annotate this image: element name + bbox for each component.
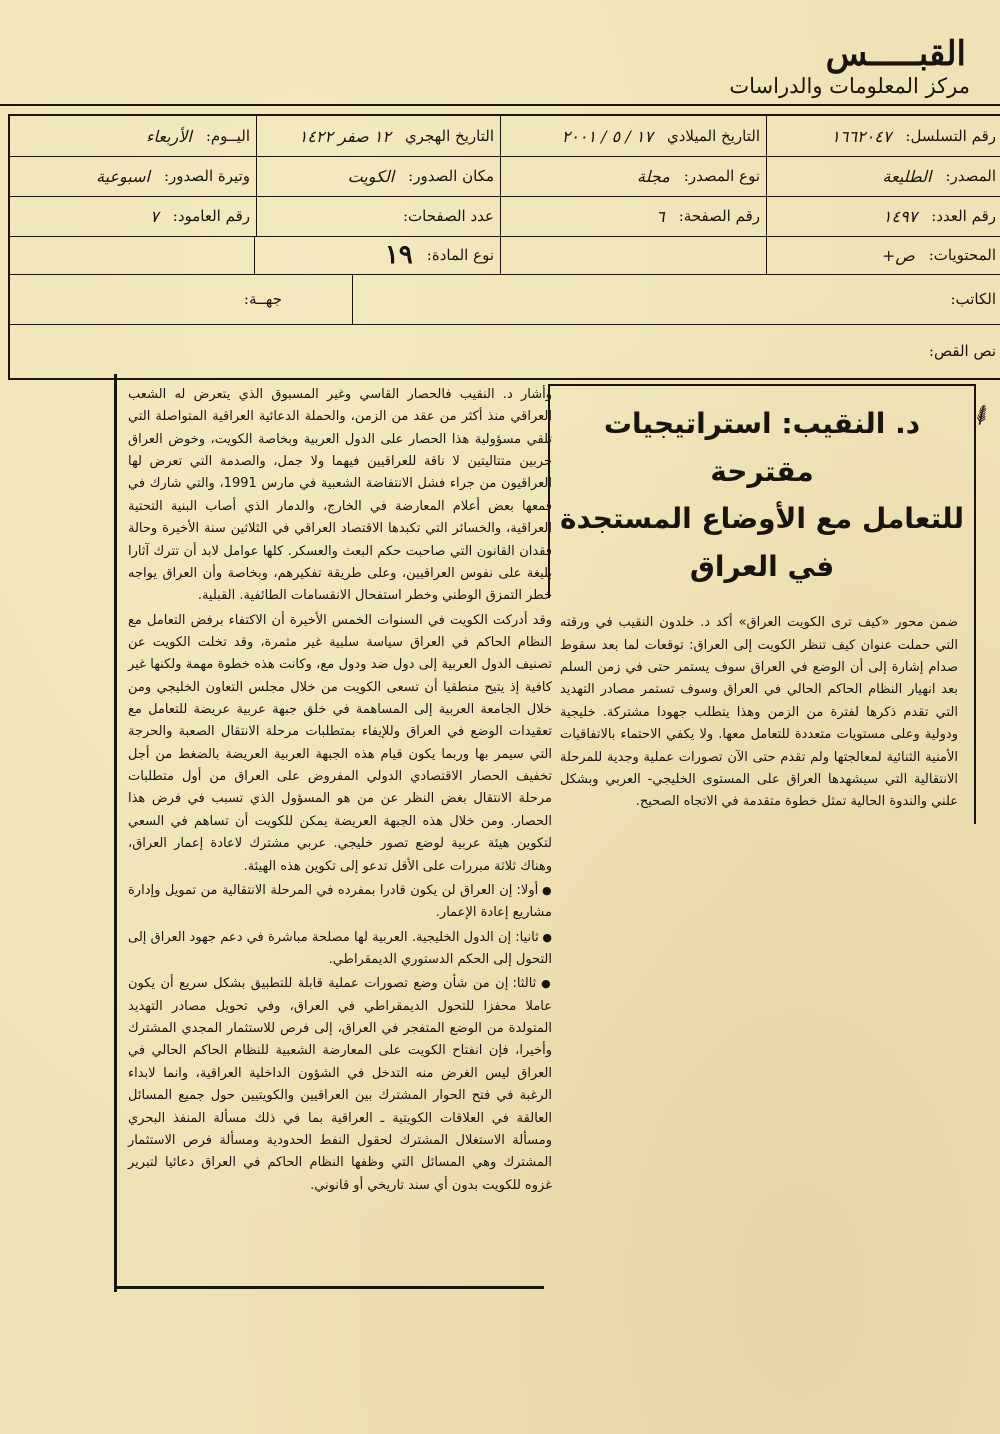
content-extra-cell [500, 236, 766, 274]
entity-label: جهــة: [243, 290, 282, 308]
place-label: مكان الصدور: [408, 167, 494, 185]
headline-line-1: د. النقيب: استراتيجيات مقترحة [603, 407, 921, 488]
form-row-1 [10, 116, 1000, 157]
frequency-value: اسبوعية [96, 166, 150, 186]
page-number-value: ٦ [656, 206, 665, 226]
source-label: المصدر: [945, 167, 996, 185]
brand-logo: القبـــــس [825, 34, 966, 74]
issue-label: رقم العدد: [931, 207, 996, 225]
day-value: الأربعاء [145, 126, 192, 146]
source-value: الطليعة [882, 166, 932, 186]
frequency-label: وتيرة الصدور: [163, 167, 250, 185]
hijri-value: ١٢ صفر ١٤٢٢ [298, 126, 391, 146]
clip-text-label: نص القص: [928, 342, 996, 360]
serial-value: ١٦٦٢٠٤٧ [831, 126, 892, 146]
article-right-column [548, 384, 976, 824]
article-left-border [114, 374, 127, 1292]
column-number-cell [10, 196, 256, 236]
article-intro-text: ضمن محور «كيف ترى الكويت العراق» أكد د. خلدون النقيب في ورقته التي حملت عنوان كيف تنظر الكويت إلى العراق: توقعات لما بعد سقوط صدام إشارة إلى أن الوضع في العراق سوف يستمر حتى في زمن السلم بعد انهيار النظام الحاكم الحالي في العراق وسوف تستمر مصادر التهديد التي تقدم ذكرها لفترة من الزمن وهذا يتطلب جهودا مشتركة. خليجية ودولية وعلى مستويات متعددة للتعامل معها. ولا يكفي الاحتماء بالاتفاقيات الأمنية الثنائية لمعالجتها ولم تقدم حتى الآن تصورات عملية وجدية للمرحلة الانتقالية التي سيشهدها العراق على المستوى الخليجي- العربي وبشكل علني والندوة الحالية تمثل خطوة متقدمة في الاتجاه الصحيح. [548, 598, 976, 823]
headline-box [548, 384, 976, 598]
pages-count-cell [256, 196, 500, 236]
issue-value: ١٤٩٧ [882, 206, 918, 226]
page-number-cell [500, 196, 766, 236]
material-type-label: نوع المادة: [426, 246, 494, 264]
day-cell [10, 116, 256, 156]
hijri-label: التاريخ الهجري [404, 127, 494, 145]
column-number-label: رقم العامود: [172, 207, 250, 225]
article-bottom-border [114, 1286, 544, 1289]
gregorian-label: التاريخ الميلادي [666, 127, 760, 145]
place-value: الكويت [347, 166, 395, 186]
article-paragraph-2: وقد أدركت الكويت في السنوات الخمس الأخيرة أن الاكتفاء برفض التعامل مع النظام الحاكم في العراق سياسة سلبية غير مثمرة، وقد تخلت الكويت عن تصنيف الدول العربية إلى دول ضد ودول مع، وكانت هذه خطوة مهمة ولكنها غير كافية إذ يتيح منطقيا أن تسعى الكويت من خلال مجلس التعاون الخليجي ومن خلال الجامعة العربية إلى المساهمة في خلق جبهة عربية عريضة للتعامل مع تعقيدات الوضع في العراق وللإيفاء بمتطلبات مرحلة الانتقال الصعبة والحرجة التي سيمر بها وربما يكون قيام هذه الجبهة العربية العريضة بالضغط من أجل تخفيف الحصار الاقتصادي الدولي المفروض على العراق من أول متطلبات مرحلة الانتقال بغض النظر عن من هو المسؤول الذي تسبب في فرض هذا الحصار. ومن خلال هذه الجبهة العريضة يمكن للكويت أن تساهم في السعي لتكوين هيئة عربية لوضع تصور خليجي. عربي مشترك لاعادة إعمار العراق، وهناك ثلاثة مبررات على الأقل تدعو إلى تكوين هذه الهيئة. [128, 612, 552, 874]
serial-label: رقم التسلسل: [905, 127, 996, 145]
column-number-value: ٧ [150, 206, 159, 226]
form-row-4 [10, 236, 1000, 275]
gregorian-cell [500, 116, 766, 156]
header-divider [0, 104, 1000, 106]
material-type-cell [254, 236, 500, 274]
content-label: المحتويات: [928, 246, 996, 264]
place-cell [256, 156, 500, 196]
author-cell [352, 274, 1000, 324]
handwritten-mark-icon: ⸙ [965, 394, 998, 435]
article-bullet-2: ● ثانيا: إن الدول الخليجية. العربية لها مصلحة مباشرة في دعم جهود العراق إلى التحول إلى الحكم الدستوري الديمقراطي. [128, 927, 552, 972]
source-type-value: مجلة [636, 166, 670, 186]
hijri-cell [256, 116, 500, 156]
entity-cell [10, 274, 352, 324]
source-type-cell [500, 156, 766, 196]
page-number-label: رقم الصفحة: [678, 207, 760, 225]
pages-count-label: عدد الصفحات: [402, 207, 494, 225]
material-type-value: ١٩ [384, 240, 413, 270]
brand-subtitle: مركز المعلومات والدراسات [729, 74, 970, 98]
author-label: الكاتب: [950, 290, 996, 308]
content-value: ص+ [881, 245, 915, 265]
frequency-cell [10, 156, 256, 196]
gregorian-value: ١٧ / ٥ / ٢٠٠١ [561, 126, 653, 146]
content-cell [766, 236, 1000, 274]
article-paragraph-1: وأشار د. النقيب فالحصار القاسي وغير المسبوق الذي يتعرض له الشعب العراقي منذ أكثر من عقد من الزمن، والحملة الدعائية العراقية المتواصلة التي تلقي مسؤولية هذا الحصار على الدول العربية وبخاصة الكويت، وخوض العراق حربين متتاليتين لا ناقة للعراقيين فيهما ولا جمل، والصدمة التي تعرض لها العراقيون من جراء فشل الانتفاضة الشعبية في مارس 1991، والتي شارك في قمعها بعض أعلام المعارضة في الخارج، والدمار الذي أصاب البنية التحتية العراقية، والخسائر التي تكبدها الاقتصاد العراقي في الثلاثين سنة الأخيرة وحالة فقدان القانون التي صاحبت حكم البعث والعسكر. كلها عوامل لابد أن تترك آثارا بليغة على نفوس العراقيين، وعلى طريقة تفكيرهم، وبخاصة وأن العراق يواجه خطر التمزق الوطني وخطر استفحال الانقسامات الطائفية. القبلية. [128, 387, 552, 604]
form-row-6 [10, 324, 1000, 378]
serial-cell [766, 116, 1000, 156]
form-row-5 [10, 274, 1000, 325]
form-row-3 [10, 196, 1000, 237]
article-left-column [128, 384, 552, 1199]
day-label: اليــوم: [205, 127, 250, 145]
source-cell [766, 156, 1000, 196]
source-type-label: نوع المصدر: [683, 167, 760, 185]
info-form [8, 114, 1000, 380]
article-bullet-3: ● ثالثا: إن من شأن وضع تصورات عملية قابلة للتطبيق بشكل سريع أن يكون عاملا محفزا للتحول الديمقراطي في العراق، وفي تحويل مصادر التهديد المتولدة من الوضع المتفجر في العراق، إلى فرص للاستثمار المجدي المشترك وأخيرا، فإن انفتاح الكويت على المعارضة الشعبية للنظام الحاكم الحالي في العراق ليس الغرض منه التدخل في الشؤون الداخلية العراقية، وانما لابداء الرغبة في فتح الحوار المشترك بين العراقيين والكويتيين حول جميع المسائل العالقة في العلاقات الكويتية ـ العراقية بما في ذلك مسألة المنفذ البحري ومسألة الاستغلال المشترك لحقول النفط الحدودية ومسألة فرص الاستثمار المشترك وهي المسائل التي وظفها النظام الحاكم في العراق دعائيا لتبرير غزوه للكويت بدون أي سند تاريخي أو قانوني. [128, 973, 552, 1197]
issue-cell [766, 196, 1000, 236]
headline-line-2: للتعامل مع الأوضاع المستجدة في العراق [560, 502, 964, 583]
form-row-2 [10, 156, 1000, 197]
clip-text-cell [10, 324, 1000, 378]
article-bullet-1: ● أولا: إن العراق لن يكون قادرا بمفرده في المرحلة الانتقالية من تمويل وإدارة مشاريع إعادة الإعمار. [128, 880, 552, 925]
